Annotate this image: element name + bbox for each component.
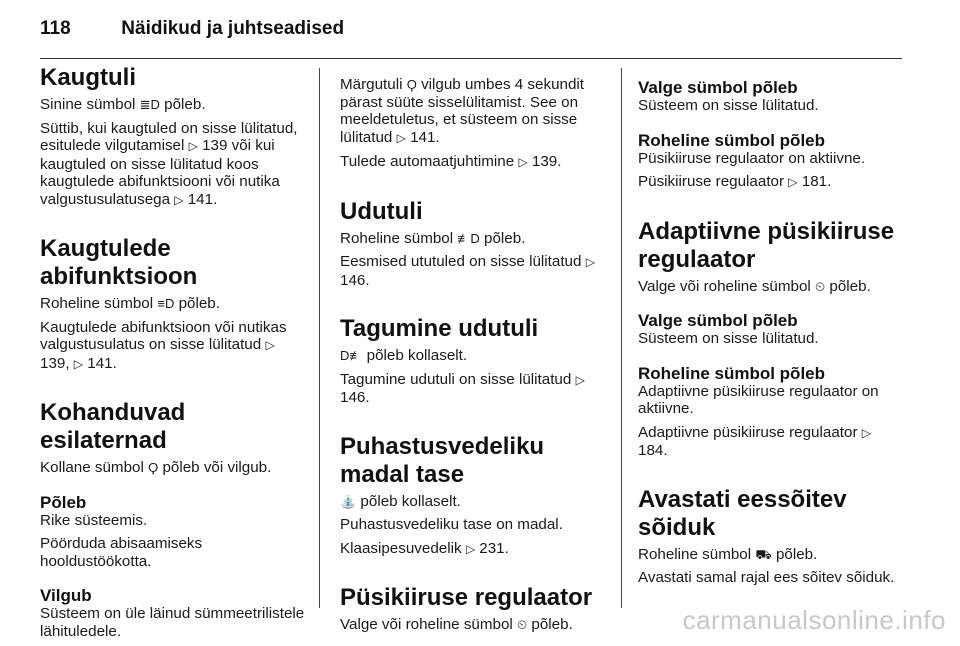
- page-number: 118: [40, 18, 71, 39]
- section-heading: Kaugtuli: [40, 64, 136, 91]
- column-divider: [621, 68, 622, 608]
- paragraph: Roheline sümbol ≡D põleb.: [40, 295, 220, 312]
- subsection-heading: Valge sümbol põleb: [638, 78, 798, 97]
- reference-arrow-icon: ▷: [788, 175, 798, 189]
- paragraph: ⛲ põleb kollaselt.: [340, 492, 461, 510]
- paragraph: Adaptiivne püsikiiruse regulaator ▷ 184.: [638, 423, 871, 459]
- paragraph: Kollane sümbol Ϙ põleb või vilgub.: [40, 459, 272, 476]
- adaptive-light-icon: Ϙ: [148, 460, 159, 475]
- paragraph: Adaptiivne püsikiiruse regulaator on aktiivne.: [638, 382, 879, 417]
- column-2: [340, 76, 606, 640]
- section-heading: Kaugtulede abifunktsioon: [40, 235, 198, 290]
- cruise-control-icon: ⏲: [517, 617, 528, 632]
- section-heading: Puhastusvedeliku madal tase: [340, 432, 545, 488]
- subsection-heading: Valge sümbol põleb: [638, 311, 798, 330]
- vehicle-ahead-icon: ⛟: [755, 546, 772, 562]
- paragraph: Kaugtulede abifunktsioon või nutikas valgustusulatus on sisse lülitatud ▷ 139, ▷ 141.: [40, 318, 287, 372]
- section-heading: Adaptiivne püsikiiruse regulaator: [638, 217, 895, 273]
- paragraph: Sinine sümbol ≣D põleb.: [40, 96, 206, 113]
- reference-arrow-icon: ▷: [265, 338, 275, 352]
- paragraph: Valge või roheline sümbol ⏲ põleb.: [340, 616, 573, 633]
- reference-arrow-icon: ▷: [518, 155, 528, 169]
- subsection-heading: Vilgub: [40, 586, 92, 605]
- paragraph: Eesmised ututuled on sisse lülitatud ▷ 146.: [340, 253, 595, 289]
- column-1: [40, 64, 306, 646]
- reference-arrow-icon: ▷: [585, 255, 595, 269]
- rear-fog-light-icon: D≢: [340, 348, 363, 363]
- watermark: carmanualsonline.info: [682, 605, 946, 635]
- subsection-heading: Roheline sümbol põleb: [638, 130, 826, 150]
- reference-arrow-icon: ▷: [174, 192, 184, 207]
- reference-arrow-icon: ▷: [465, 541, 476, 556]
- paragraph: Puhastusvedeliku tase on madal.: [340, 516, 563, 533]
- section-heading: Udutuli: [340, 197, 423, 225]
- column-divider: [319, 68, 320, 608]
- fog-light-icon: ≢D: [457, 230, 480, 246]
- section-heading: Kohanduvad esilaternad: [40, 399, 186, 454]
- high-beam-icon: ≣D: [139, 97, 160, 112]
- page-title: Näidikud ja juhtseadised: [121, 18, 345, 39]
- paragraph: Tagumine udutuli on sisse lülitatud ▷ 146.: [340, 370, 585, 406]
- subsection-heading: Roheline sümbol põleb: [638, 363, 826, 383]
- section-heading: Püsikiiruse regulaator: [340, 584, 593, 611]
- paragraph: Valge või roheline sümbol ⏲ põleb.: [638, 277, 871, 295]
- paragraph: Tulede automaatjuhtimine ▷ 139.: [340, 153, 562, 170]
- reference-arrow-icon: ▷: [861, 425, 871, 440]
- paragraph: Süsteem on sisse lülitatud.: [638, 330, 819, 347]
- paragraph: Püsikiiruse regulaator ▷ 181.: [638, 173, 832, 190]
- paragraph: Süsteem on üle läinud sümmeetrilistele lähituledele.: [40, 605, 305, 640]
- reference-arrow-icon: ▷: [396, 130, 406, 145]
- paragraph: Pöörduda abisaamiseks hooldustöökotta.: [40, 535, 203, 570]
- column-3: [638, 78, 904, 593]
- paragraph: Püsikiiruse regulaator on aktiivne.: [638, 149, 866, 167]
- paragraph: D≢ põleb kollaselt.: [340, 347, 468, 364]
- reference-arrow-icon: ▷: [73, 356, 84, 371]
- paragraph: Klaasipesuvedelik ▷ 231.: [340, 539, 509, 557]
- page-header: [40, 18, 344, 40]
- washer-fluid-icon: ⛲: [340, 493, 357, 509]
- paragraph: Rike süsteemis.: [40, 511, 148, 529]
- adaptive-light-icon: Ϙ: [406, 77, 417, 92]
- high-beam-assist-icon: ≡D: [157, 296, 175, 311]
- reference-arrow-icon: ▷: [575, 372, 585, 387]
- paragraph: Süttib, kui kaugtuled on sisse lülitatud, esitulede vilgutamisel ▷ 139 või kui kaugtuled on sisse lülitatud koos kaugtulede abifunktsiooni või nutika valgustusulatusega ▷ 141.: [40, 119, 298, 208]
- section-heading: Avastati eessõitev sõiduk: [638, 485, 847, 541]
- paragraph: Avastati samal rajal ees sõitev sõiduk.: [638, 569, 895, 586]
- cruise-control-icon: ⏲: [815, 278, 826, 294]
- header-rule: [40, 58, 902, 59]
- paragraph: Süsteem on sisse lülitatud.: [638, 97, 819, 114]
- section-heading: Tagumine udutuli: [340, 315, 539, 342]
- paragraph: Roheline sümbol ⛟ põleb.: [638, 545, 818, 563]
- paragraph: Märgutuli Ϙ vilgub umbes 4 sekundit pärast süüte sisselülitamist. See on meeldetuletus, et süsteem on sisse lülitatud ▷ 141.: [340, 76, 585, 146]
- reference-arrow-icon: ▷: [188, 139, 198, 153]
- paragraph: Roheline sümbol ≢D põleb.: [340, 229, 526, 247]
- subsection-heading: Põleb: [40, 492, 87, 512]
